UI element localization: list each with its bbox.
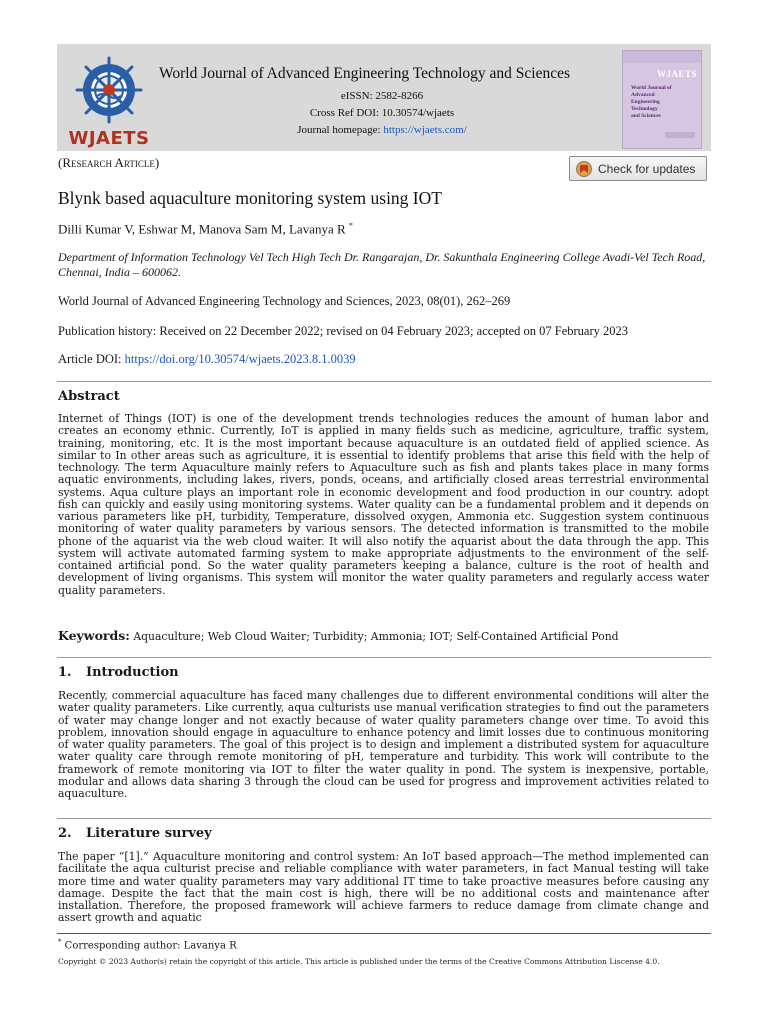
- section-heading-literature-survey: [58, 826, 212, 841]
- cover-subtitle-line: Engineering: [631, 99, 660, 105]
- cover-subtitle: [631, 85, 691, 120]
- authors: [58, 221, 353, 237]
- section-number: 2.: [58, 826, 72, 841]
- section-title: Literature survey: [86, 826, 212, 841]
- copyright-notice: Copyright © 2023 Author(s) retain the copyright of this article. This article is published under the terms of the Creative Commons Attribution Liscense 4.0.: [58, 957, 660, 966]
- homepage-link[interactable]: https://wjaets.com/: [383, 124, 467, 136]
- abstract-text: Internet of Things (IOT) is one of the development trends technologies reduces the amount of human labor and creates an economy ethnic. Currently, IoT is applied in many fields such as medicine, agriculture, traffic system, training, monitoring, etc. It is the most important because aquaculture is an outdated field of applied science. As similar to In other areas such as agriculture, it is essential to identify problems that arise this field with the help of technology. The term Aquaculture mainly refers to Aquaculture such as fish and plants takes place in many forms aquatic environments, including lakes, rivers, ponds, oceans, and artificially closed areas terrestrial environmental systems. Aqua culture plays an important role in economic development and food production in our country. adopt fish can quickly and easily using monitoring systems. Water quality can be a fundamental problem and it depends on various parameters like pH, turbidity, Temperature, dissolved oxygen, Ammonia etc. Suggestion system continuous monitoring of water quality parameters by various sensors. The detected information is transmitted to the mobile phone of the aquarist via the web cloud waiter. It will also notify the aquarist about the data through the app. This system will activate automated farming system to make appropriate adjustments to the environment of the self-contained artificial pond. So the water quality parameters keeping a balance, culture is the root of health and development of living organisms. This system will monitor the water quality parameters and regularly access water quality parameters.: [58, 412, 709, 597]
- journal-logo: [67, 50, 151, 148]
- author-list: Dilli Kumar V, Eshwar M, Manova Sam M, Lavanya R: [58, 221, 346, 237]
- logo-wordmark: WJAETS: [68, 128, 150, 149]
- corresponding-mark: *: [348, 221, 353, 230]
- corresponding-author-footnote: [58, 938, 237, 951]
- cover-top-band: [623, 51, 701, 63]
- article-title: Blynk based aquaculture monitoring system using IOT: [58, 188, 442, 208]
- ship-wheel-icon: [67, 50, 151, 130]
- footnote-divider: [57, 933, 711, 934]
- cover-subtitle-line: World Journal of: [631, 85, 672, 91]
- homepage-label: Journal homepage:: [297, 124, 384, 136]
- literature-survey-text: The paper “[1].” Aquaculture monitoring and control system: An IoT based approach—The method implemented can facilitate the aqua culturist precise and reliable compliance with water parameters, in fact Manual testing will take more time and water quality parameters may vary additional IT time to take proactive measures before causing any damage. Despite the fact that the main cost is high, there will be no additional costs and maintenance after installation. Therefore, the proposed framework will achieve farmers to reduce damage from climate change and assert growth and aquatic: [58, 851, 709, 923]
- affiliation: Department of Information Technology Vel Tech High Tech Dr. Rangarajan, Dr. Sakunthala Engineering College Avadi-Vel Tech Road, Chennai, India – 600062.: [58, 250, 706, 279]
- doi-label: Article DOI:: [58, 352, 125, 366]
- footnote-text: Corresponding author: Lavanya R: [61, 940, 237, 952]
- cover-bottom-band: [665, 132, 695, 138]
- abstract-heading: Abstract: [58, 389, 120, 404]
- check-for-updates-label: Check for updates: [598, 161, 696, 176]
- section-title: Introduction: [86, 665, 179, 680]
- keywords: [58, 628, 619, 643]
- cover-subtitle-line: Advanced: [631, 92, 655, 98]
- section-heading-introduction: [58, 665, 179, 680]
- journal-cover-thumbnail: [622, 50, 702, 149]
- journal-title: World Journal of Advanced Engineering Technology and Sciences: [159, 65, 571, 82]
- eissn: eISSN: 2582-8266: [340, 90, 424, 102]
- section-number: 1.: [58, 665, 72, 680]
- cover-name: WJAETS: [656, 69, 697, 79]
- divider: [57, 381, 711, 382]
- journal-header: [57, 44, 711, 151]
- journal-homepage: [247, 124, 517, 136]
- article-doi: [58, 352, 356, 367]
- article-type: (Research Article): [58, 155, 160, 170]
- citation: World Journal of Advanced Engineering Technology and Sciences, 2023, 08(01), 262–269: [58, 294, 511, 308]
- introduction-text: Recently, commercial aquaculture has faced many challenges due to different environmental conditions will alter the water quality parameters. Like currently, aqua culturists use manual verification strategies to find out the parameters of water may change longer and not exactly because of water quality parameters change over time. To avoid this problem, innovation should engage in aquaculture to enhance potency and limit losses due to continuous monitoring of water quality parameters. The goal of this project is to design and implement a distributed system for aquaculture water quality care through remote monitoring of pH, temperature and turbidity. This work will contribute to the framework of remote monitoring via IOT to filter the water quality in pond. The system is inexpensive, portable, modular and allows data sharing 3 through the cloud can be used for progress and improvement activities related to aquaculture.: [58, 689, 709, 800]
- publication-history: Publication history: Received on 22 December 2022; revised on 04 February 2023; accepted on 07 February 2023: [58, 324, 628, 338]
- crossmark-icon: [576, 161, 592, 177]
- cover-subtitle-line: and Sciences: [631, 113, 661, 119]
- doi-link[interactable]: https://doi.org/10.30574/wjaets.2023.8.1.0039: [124, 352, 356, 366]
- keywords-label: Keywords:: [58, 628, 130, 643]
- divider: [57, 818, 711, 819]
- check-for-updates-button[interactable]: [569, 156, 707, 181]
- divider: [57, 657, 711, 658]
- cover-subtitle-line: Technology: [631, 106, 658, 112]
- crossref-doi: Cross Ref DOI: 10.30574/wjaets: [309, 107, 455, 119]
- keywords-list: Aquaculture; Web Cloud Waiter; Turbidity; Ammonia; IOT; Self-Contained Artificial Pond: [129, 630, 619, 643]
- footnote-mark: *: [58, 938, 62, 946]
